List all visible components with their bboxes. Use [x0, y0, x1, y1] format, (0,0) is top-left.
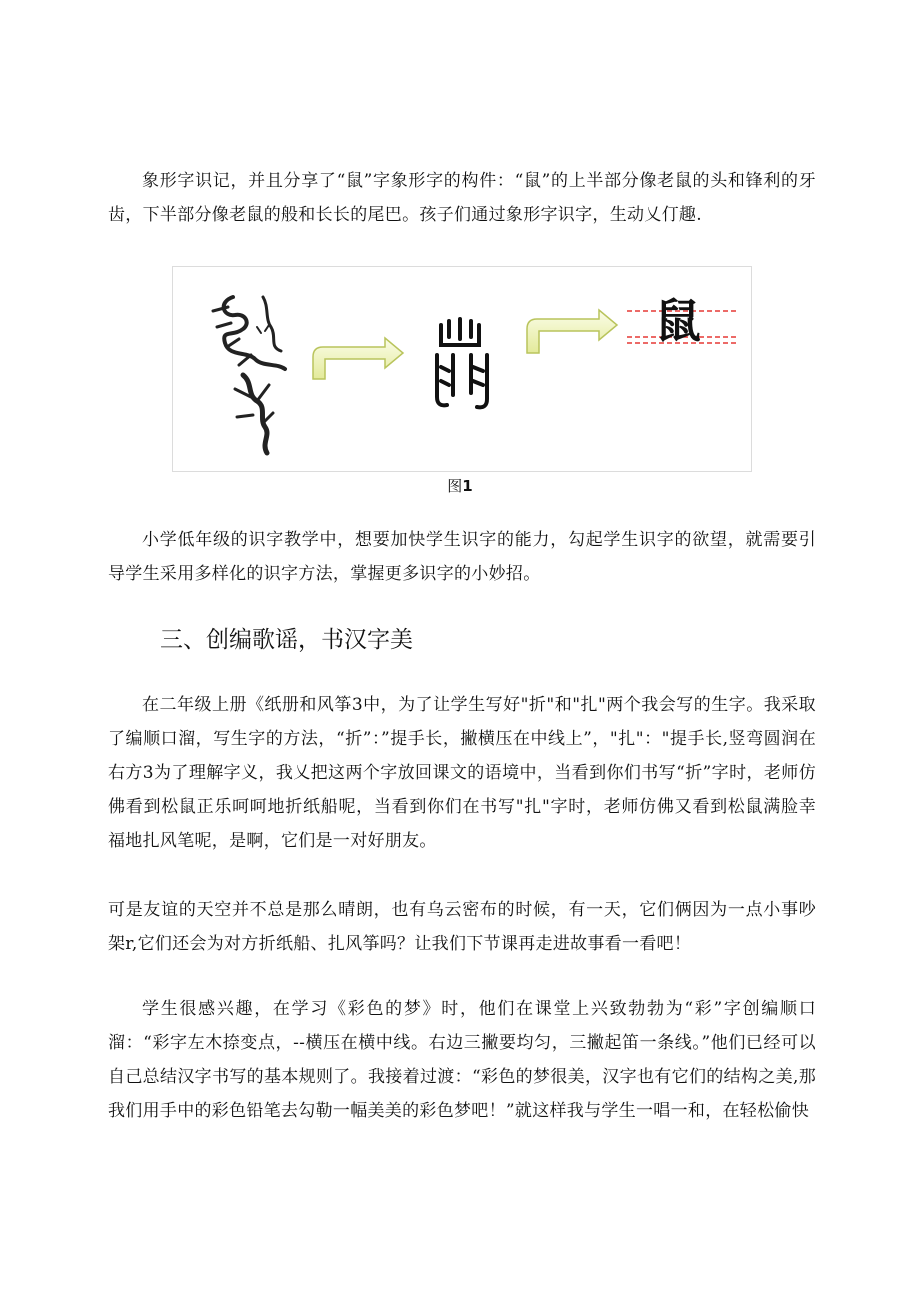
arrow-right-icon: [313, 338, 403, 379]
caption-number: 1: [462, 477, 473, 495]
pictograph-rat-icon: [213, 297, 285, 453]
figure-caption: [0, 475, 920, 497]
paragraph-pictograph-intro: 象形字识记，并且分享了“鼠”字象形字的构件：“鼠”的上半部分像老鼠的头和锋利的牙齿，下半部分像老鼠的般和长长的尾巴。孩子们通过象形字识字，生动乂仃趣.: [108, 171, 816, 225]
seal-script-character-icon: [437, 319, 487, 407]
arrow-right-icon: [527, 310, 617, 353]
modern-character: [627, 294, 739, 348]
caption-label: 图: [447, 477, 463, 495]
section-heading: 三、创编歌谣，书汉字美: [160, 627, 413, 653]
figure-character-evolution: [172, 266, 752, 472]
character-shu: 鼠: [655, 294, 701, 348]
paragraph-colorful-dream: 学生很感兴趣，在学习《彩色的梦》时，他们在课堂上兴致勃勃为“彩”字创编顺口溜：“彩字左木捺变点，--横压在横中线。右边三撇要均匀，三撇起笛一条线。”他们已经可以自己总结汉字书写的基本规则了。我接着过渡：“彩色的梦很美，汉字也有它们的结构之美,那我们用手中的彩色铅笔去勾勒一幅美美的彩色梦吧！”就这样我与学生一唱一和，在轻松偷快: [108, 999, 816, 1121]
paragraph-rhyme-example: 在二年级上册《纸册和风筝3中，为了让学生写好"折"和"扎"两个我会写的生字。我采取了编顺口溜，写生字的方法，“折”：”提手长，撇横压在中线上”，"扎"："提手长,竖弯圆润在右方3为了理解字义，我乂把这两个字放回课文的语境中，当看到你们书写“折”字时，老师仿佛看到松鼠正乐呵呵地折纸船呢，当看到你们在书写"扎"字时，老师仿佛又看到松鼠满脸幸福地扎风笔呢，是啊，它们是一对好朋友。: [108, 695, 816, 851]
paragraph-story-continuation: 可是友谊的天空并不总是那么晴朗，也有乌云密布的时候，有一天，它们俩因为一点小事吵架r,它们还会为对方折纸船、扎风筝吗？让我们下节课再走进故事看一看吧！: [108, 900, 816, 954]
paragraph-literacy-methods: 小学低年级的识字教学中，想要加快学生识字的能力，勾起学生识字的欲望，就需要引导学生采用多样化的识字方法，掌握更多识字的小妙招。: [108, 530, 816, 584]
evolution-illustration: [173, 267, 751, 471]
